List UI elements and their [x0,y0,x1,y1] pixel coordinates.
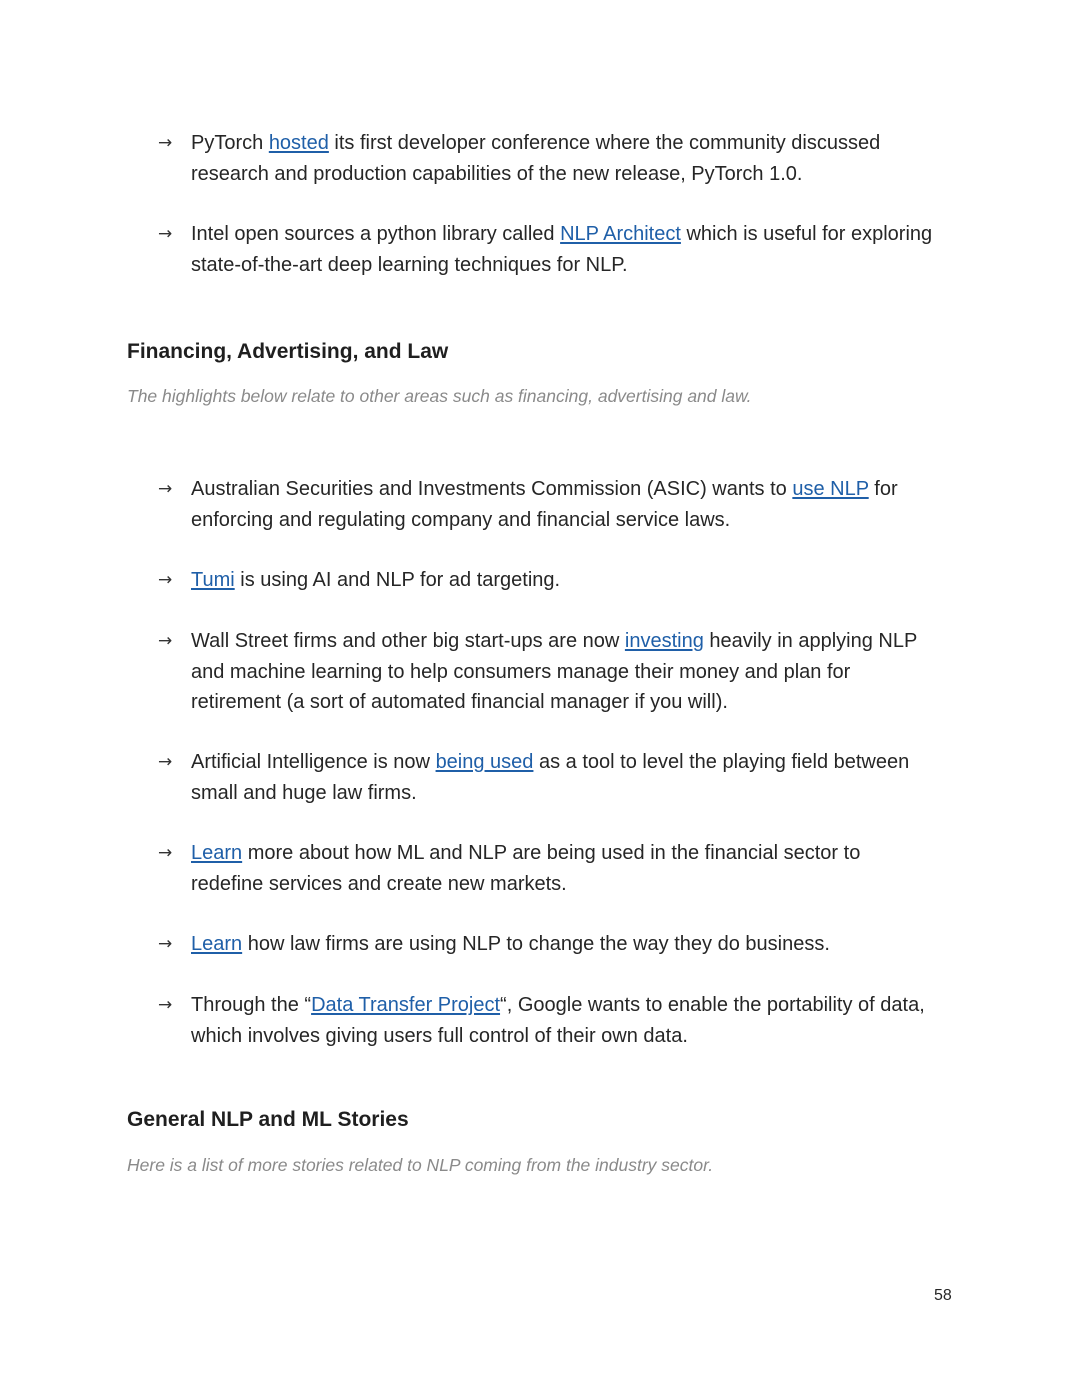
list-item-text: PyTorch hosted its first developer conference where the community discussed research and production capabilities of the new release, PyTorch 1.0. [191,132,881,185]
list-item-text: Learn more about how ML and NLP are being used in the financial sector to redefine services and create new markets. [191,842,861,895]
link-investing[interactable]: investing [624,630,704,652]
link-data-transfer-project[interactable]: Data Transfer Project [311,994,501,1016]
arrow-icon: → [158,224,173,244]
arrow-icon: → [158,843,173,863]
arrow-icon: → [158,995,173,1015]
list-item-text: Australian Securities and Investments Commission (ASIC) wants to use NLP for enforcing and regulating company and financial service laws. [191,478,898,531]
link-learn-financial[interactable]: Learn [191,842,243,864]
list-item [158,565,938,596]
list-item [158,474,938,535]
section-heading-financing: Financing, Advertising, and Law [127,340,449,363]
link-learn-law[interactable]: Learn [191,933,243,955]
section-subtitle-financing: The highlights below relate to other areas such as financing, advertising and law. [127,386,752,406]
section-heading-general: General NLP and ML Stories [127,1108,409,1131]
link-nlp-architect[interactable]: NLP Architect [560,223,681,245]
link-hosted[interactable]: hosted [268,132,329,154]
arrow-icon: → [158,479,173,499]
arrow-icon: → [158,133,173,153]
list-item-text: Intel open sources a python library called NLP Architect which is useful for exploring state-of-the-art deep learning techniques for NLP. [191,223,933,276]
arrow-icon: → [158,934,173,954]
link-being-used[interactable]: being used [435,751,534,773]
list-item [158,929,938,960]
list-item [158,626,938,718]
arrow-icon: → [158,570,173,590]
list-item [158,219,938,280]
arrow-icon: → [158,631,173,651]
list-item-text: Learn how law firms are using NLP to change the way they do business. [191,933,830,955]
list-item [158,990,938,1051]
arrow-icon: → [158,752,173,772]
list-item [158,747,938,808]
link-use-nlp[interactable]: use NLP [792,478,869,500]
link-tumi[interactable]: Tumi [191,569,235,591]
list-item-text: Through the “Data Transfer Project“, Google wants to enable the portability of data, which involves giving users full control of their own data. [191,994,925,1047]
list-item [158,128,938,189]
list-item-text: Wall Street firms and other big start-ups are now investing heavily in applying NLP and machine learning to help consumers manage their money and plan for retirement (a sort of automated financial manager if you will). [191,630,917,713]
list-item-text: Tumi is using AI and NLP for ad targeting. [191,569,561,591]
list-item [158,838,938,899]
list-item-text: Artificial Intelligence is now being used as a tool to level the playing field between small and huge law firms. [191,751,910,804]
page-number: 58 [934,1287,952,1304]
section-subtitle-general: Here is a list of more stories related to NLP coming from the industry sector. [127,1155,714,1175]
